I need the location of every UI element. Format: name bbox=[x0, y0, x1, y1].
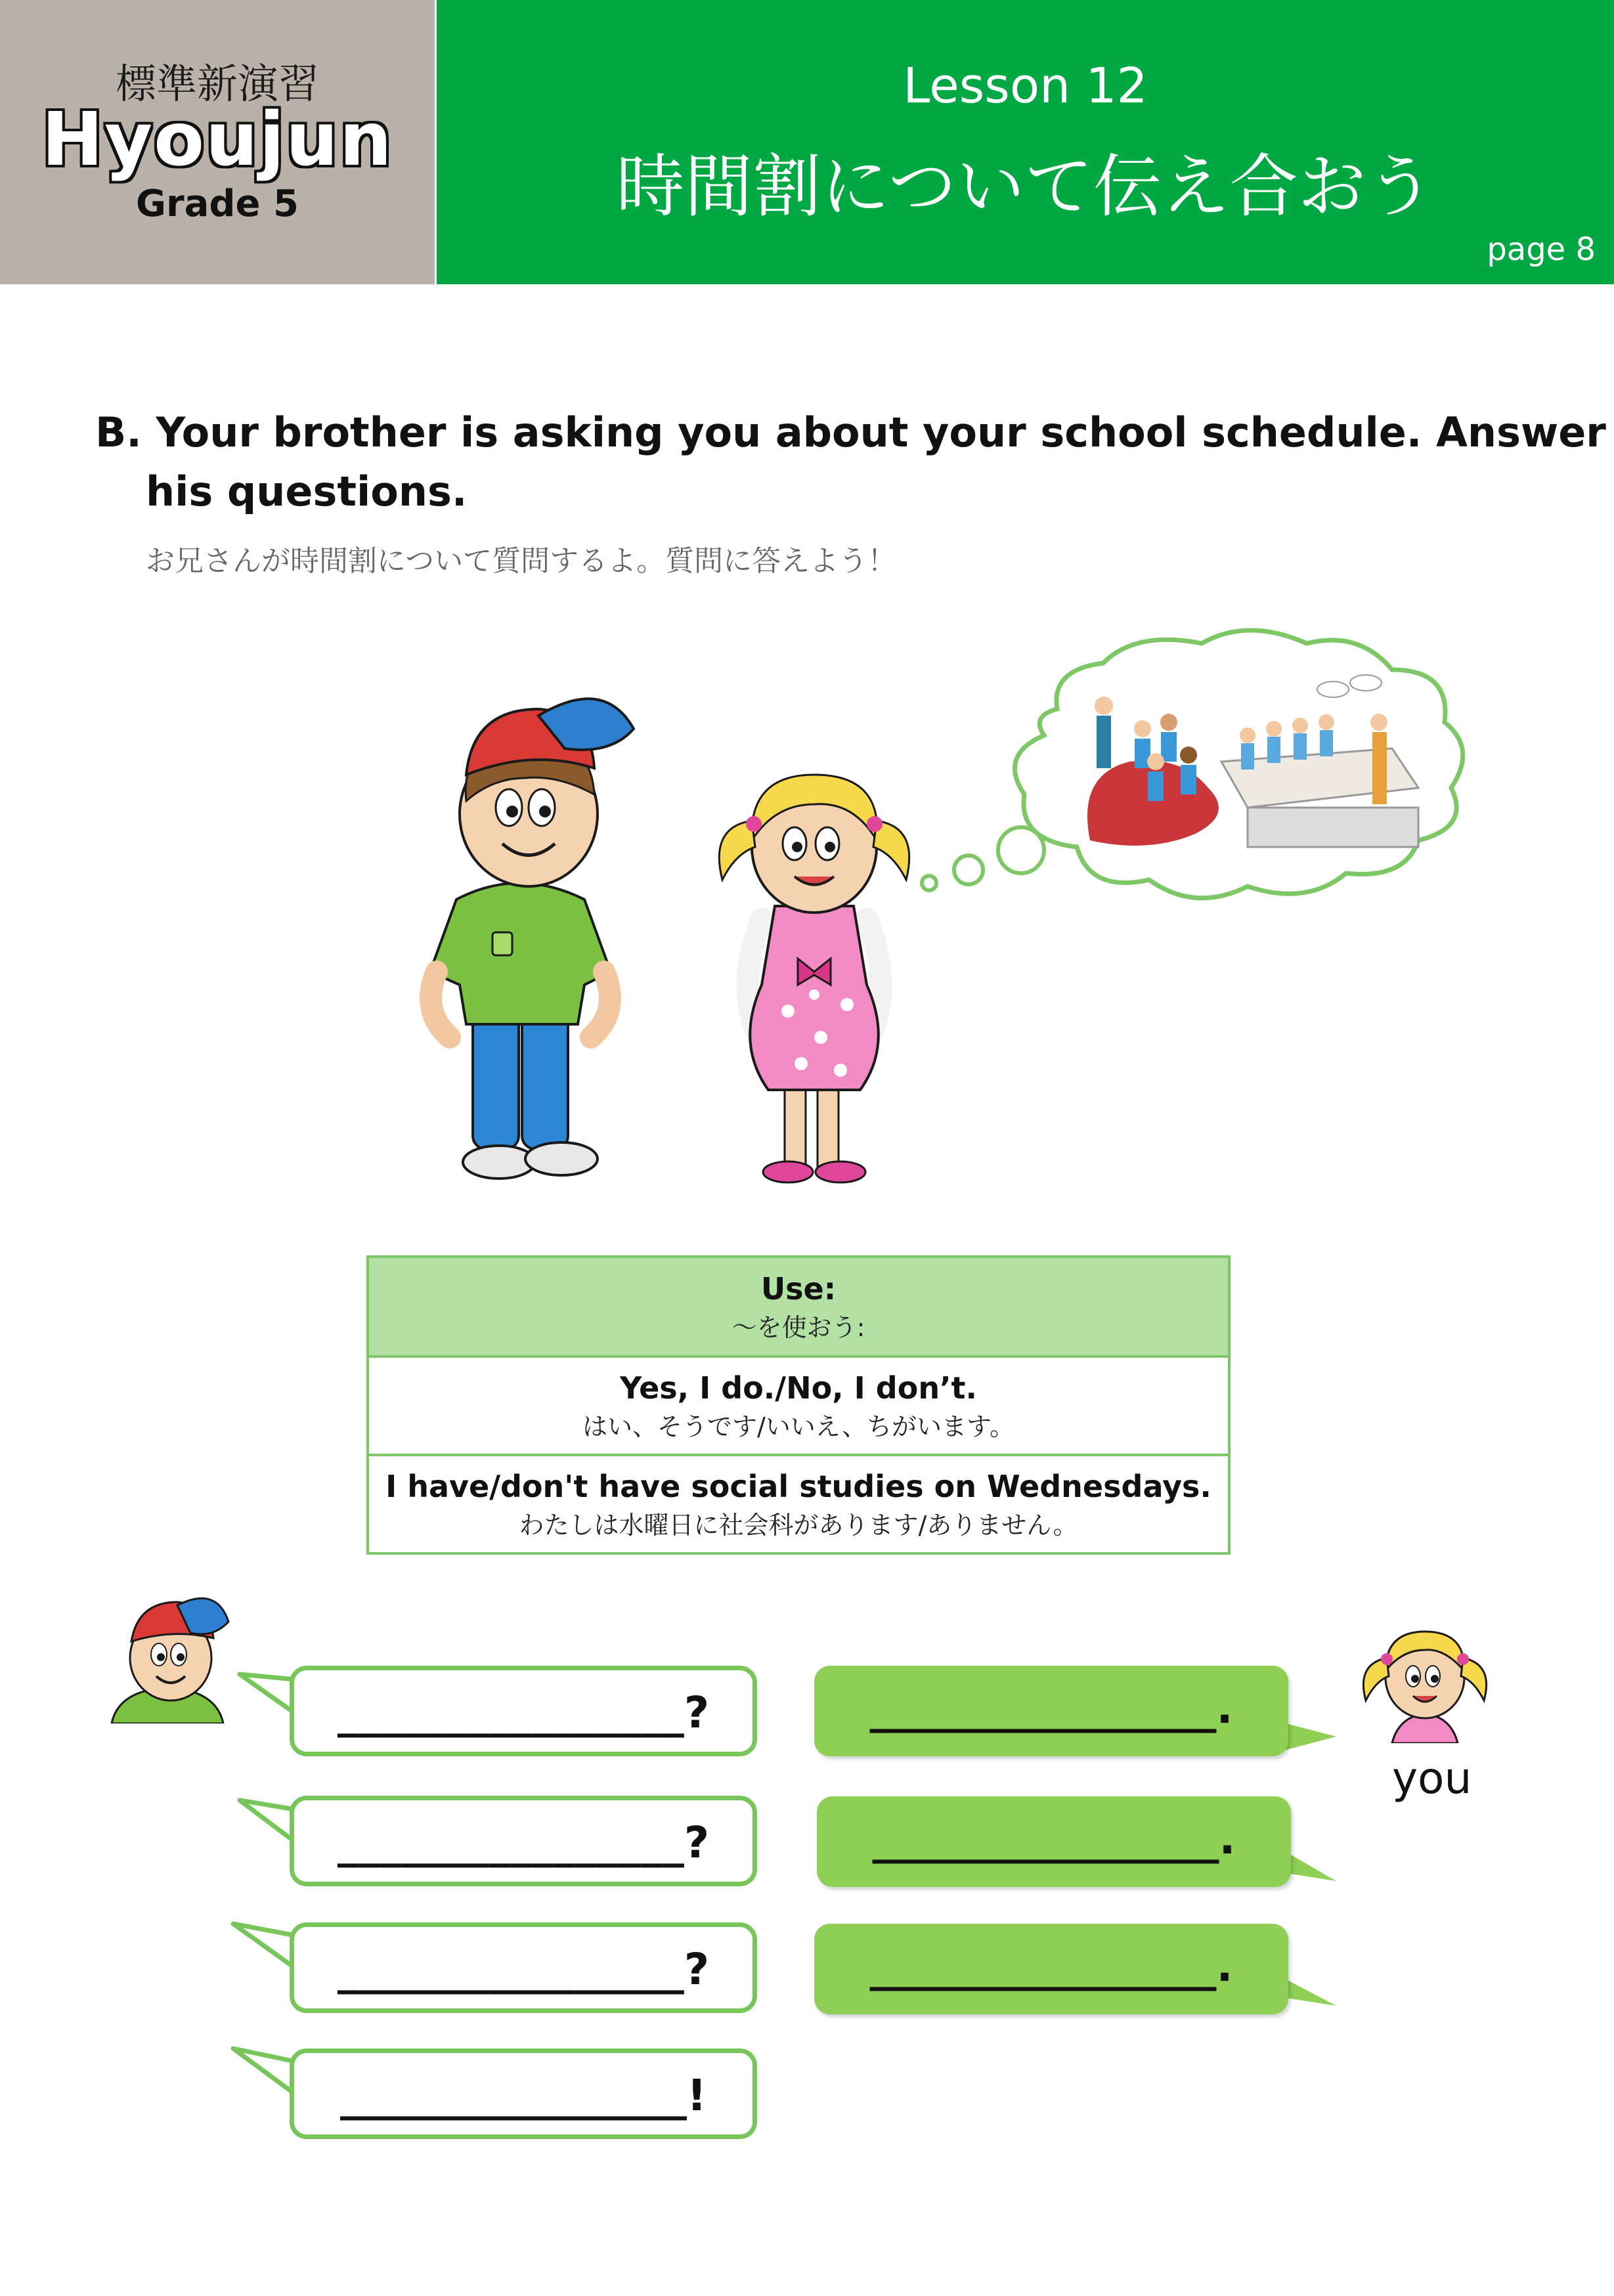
boy-illustration bbox=[430, 699, 634, 1179]
question-blank[interactable]: ________________? bbox=[337, 1817, 710, 1868]
question-bubble[interactable] bbox=[290, 1796, 757, 1886]
page-number: page 8 bbox=[1487, 231, 1596, 268]
question-blank[interactable]: ________________? bbox=[337, 1944, 710, 1995]
question-bubble[interactable] bbox=[290, 1666, 757, 1756]
phrase-en: I have/don't have social studies on Wednesdays. bbox=[385, 1469, 1211, 1504]
table-row bbox=[368, 1356, 1229, 1455]
answer-bubble[interactable] bbox=[817, 1796, 1291, 1887]
phrase-jp: わたしは水曜日に社会科があります/ありません。 bbox=[519, 1511, 1078, 1540]
answer-blank[interactable]: ________________. bbox=[869, 1683, 1233, 1733]
instruction-line-2: his questions. bbox=[146, 467, 468, 515]
brand-logo-text: Hyoujun bbox=[41, 97, 393, 183]
grade-label: Grade 5 bbox=[136, 183, 299, 225]
phrase-jp: はい、そうです/いいえ、ちがいます。 bbox=[582, 1412, 1015, 1441]
you-avatar bbox=[1353, 1618, 1497, 1743]
answer-blank[interactable]: ________________. bbox=[872, 1813, 1236, 1864]
brother-avatar bbox=[105, 1592, 230, 1723]
answer-blank[interactable]: ________________. bbox=[869, 1941, 1233, 1991]
brand-japanese: 標準新演習 bbox=[115, 60, 319, 108]
characters-illustration bbox=[394, 617, 1523, 1195]
question-blank[interactable]: ________________! bbox=[339, 2070, 707, 2121]
lesson-title: 時間割について伝え合おう bbox=[616, 146, 1435, 227]
question-bubble[interactable] bbox=[290, 2048, 757, 2139]
girl-illustration bbox=[719, 775, 909, 1182]
table-header-jp: ～を使おう: bbox=[731, 1313, 865, 1342]
table-row bbox=[368, 1455, 1229, 1553]
answer-bubble[interactable] bbox=[814, 1666, 1288, 1756]
question-bubble[interactable] bbox=[290, 1922, 757, 2013]
use-phrases-table bbox=[366, 1255, 1231, 1555]
instruction-line-1: B. Your brother is asking you about your school schedule. Answer bbox=[95, 408, 1606, 456]
instruction-japanese: お兄さんが時間割について質問するよ。質問に答えよう！ bbox=[146, 544, 897, 578]
table-header-en: Use: bbox=[760, 1271, 837, 1307]
question-blank[interactable]: ________________? bbox=[337, 1687, 710, 1738]
answer-bubble[interactable] bbox=[814, 1924, 1288, 2014]
lesson-number: Lesson 12 bbox=[903, 58, 1148, 114]
thought-cloud bbox=[922, 630, 1463, 898]
you-label: you bbox=[1392, 1753, 1472, 1804]
phrase-en: Yes, I do./No, I don’t. bbox=[619, 1370, 978, 1406]
table-header-cell bbox=[368, 1257, 1229, 1356]
